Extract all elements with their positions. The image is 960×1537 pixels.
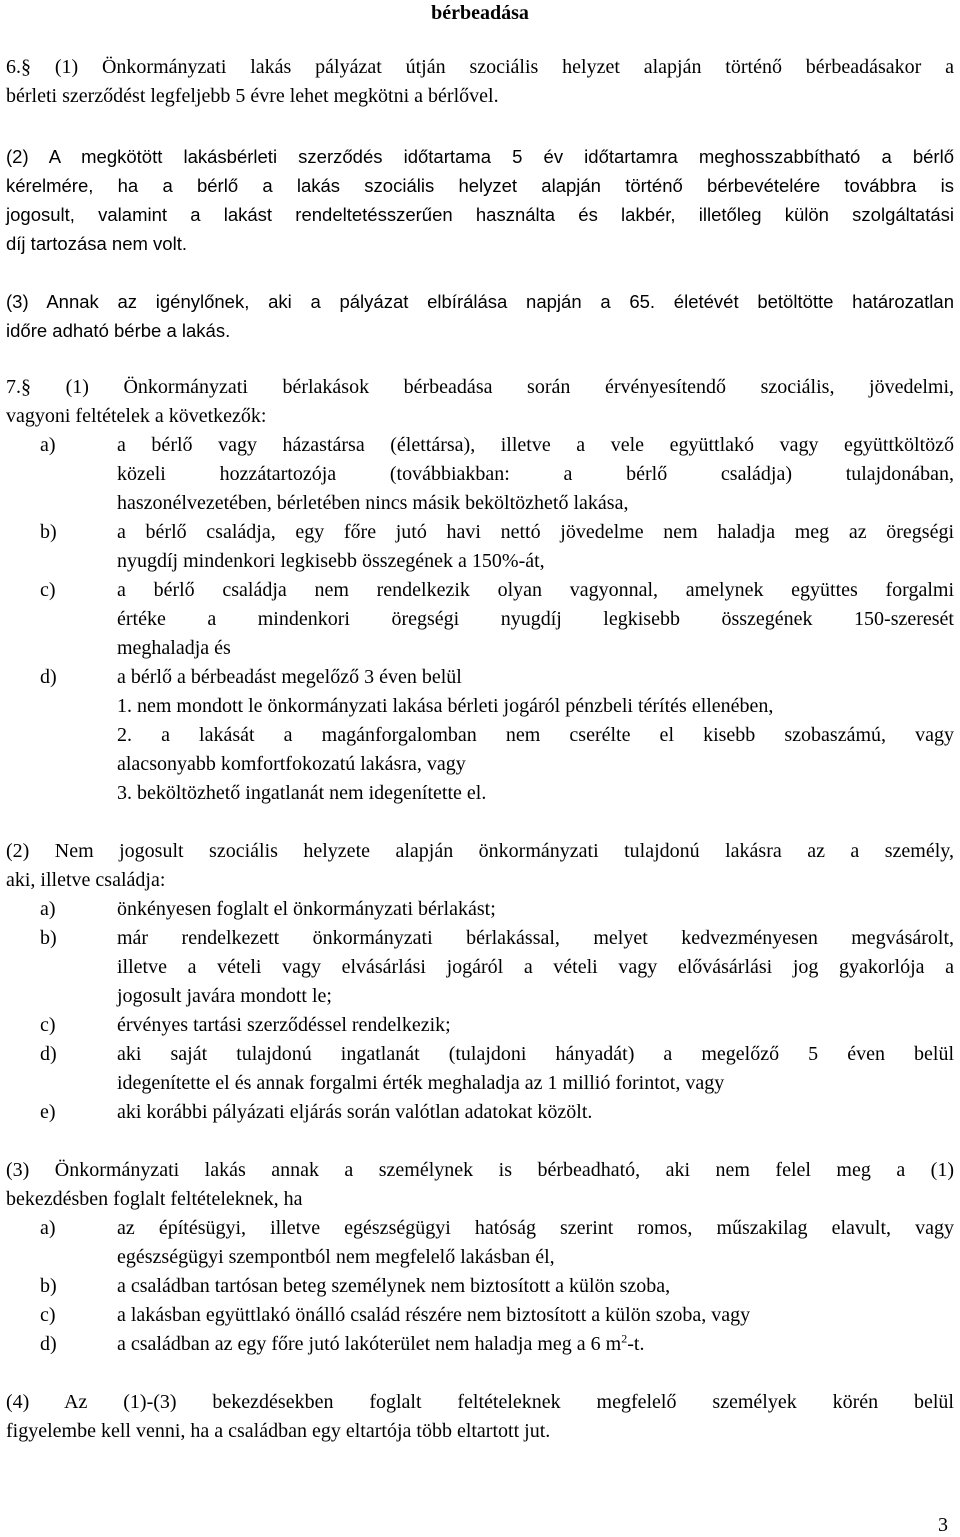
section-heading: bérbeadása [431,2,529,24]
list-item-line: jogosult javára mondott le; [117,985,332,1007]
s6-p1-line-2: bérleti szerződést legfeljebb 5 évre lehet megkötni a bérlővel. [6,85,499,107]
list-item-line: a bérlő családja, egy főre jutó havi nettó jövedelme nem haladja meg az öregségi [117,521,954,543]
list-item-tail: -t. [627,1333,645,1355]
list-item-line: aki korábbi pályázati eljárás során valótlan adatokat közölt. [117,1101,593,1123]
sub-item-3: 3. beköltözhető ingatlanát nem idegenítette el. [117,782,487,804]
s7-p2-intro-line-1: (2) Nem jogosult szociális helyzete alapján önkormányzati tulajdonú lakásra az a személy, [6,840,954,862]
list-label: d) [40,1043,57,1065]
s7-p1-intro-line-1: 7.§ (1) Önkormányzati bérlakások bérbeadása során érvényesítendő szociális, jövedelmi, [6,376,954,398]
list-item-text: a családban az egy főre jutó lakóterület nem haladja meg a 6 m [117,1333,622,1355]
list-item-line: a bérlő családja nem rendelkezik olyan vagyonnal, amelynek együttes forgalmi [117,579,954,601]
list-item-line: meghaladja és [117,637,231,659]
list-item-line: közeli hozzátartozója (továbbiakban: a bérlő családja) tulajdonában, [117,463,954,485]
s6-p2-line-2: kérelmére, ha a bérlő a lakás szociális helyzet alapján történő bérbevételére továbbra is [6,175,954,196]
s6-p2-line-3: jogosult, valamint a lakást rendeltetésszerűen használta és lakbér, illetőleg külön szolgáltatási [6,204,954,225]
s7-p1-intro-line-2: vagyoni feltételek a következők: [6,405,267,427]
list-label: b) [40,521,57,543]
list-item-line: a lakásban együttlakó önálló család részére nem biztosított a külön szoba, vagy [117,1304,751,1326]
list-label: a) [40,434,56,456]
list-label: c) [40,1304,56,1326]
list-item-line: az építésügyi, illetve egészségügyi hatóság szerint romos, műszakilag elavult, vagy [117,1217,954,1239]
list-item-line: érvényes tartási szerződéssel rendelkezik; [117,1014,451,1036]
s6-p3-line-1: (3) Annak az igénylőnek, aki a pályázat elbírálása napján a 65. életévét betöltötte határozatlan [6,291,954,312]
list-label: a) [40,898,56,920]
list-label: c) [40,1014,56,1036]
s7-p2-intro-line-2: aki, illetve családja: [6,869,166,891]
list-item-line: idegenítette el és annak forgalmi érték meghaladja az 1 millió forintot, vagy [117,1072,725,1094]
s6-p2-line-4: díj tartozása nem volt. [6,233,187,254]
list-label: b) [40,927,57,949]
s7-p4-line-2: figyelembe kell venni, ha a családban egy eltartója több eltartott jut. [6,1420,551,1442]
list-label: c) [40,579,56,601]
s7-p4-line-1: (4) Az (1)-(3) bekezdésekben foglalt feltételeknek megfelelő személyek körén belül [6,1391,954,1413]
sub-item-1: 1. nem mondott le önkormányzati lakása bérleti jogáról pénzbeli térítés ellenében, [117,695,774,717]
list-label: a) [40,1217,56,1239]
list-label: e) [40,1101,56,1123]
s6-p2-line-1: (2) A megkötött lakásbérleti szerződés időtartama 5 év időtartamra meghosszabbítható a bérlő [6,146,954,167]
s6-p1-line-1: 6.§ (1) Önkormányzati lakás pályázat útján szociális helyzet alapján történő bérbeadásakor a [6,56,954,78]
list-item-line: nyugdíj mindenkori legkisebb összegének a 150%-át, [117,550,545,572]
list-item-line: önkényesen foglalt el önkormányzati bérlakást; [117,898,496,920]
list-item-line: értéke a mindenkori öregségi nyugdíj legkisebb összegének 150-szeresét [117,608,954,630]
sub-item-2: 2. a lakását a magánforgalomban nem cserélte el kisebb szobaszámú, vagy [117,724,954,746]
list-label: d) [40,666,57,688]
list-item-line: már rendelkezett önkormányzati bérlakással, melyet kedvezményesen megvásárolt, [117,927,954,949]
s7-p3-intro-line-2: bekezdésben foglalt feltételeknek, ha [6,1188,303,1210]
list-item-line: a bérlő a bérbeadást megelőző 3 éven belül [117,666,462,688]
list-item-line: a családban tartósan beteg személynek nem biztosított a külön szoba, [117,1275,671,1297]
s7-p3-intro-line-1: (3) Önkormányzati lakás annak a személynek is bérbeadható, aki nem felel meg a (1) [6,1159,954,1181]
list-item-line: a bérlő vagy házastársa (élettársa), illetve a vele együttlakó vagy együttköltöző [117,434,954,456]
list-item-line: aki saját tulajdonú ingatlanát (tulajdoni hányadát) a megelőző 5 éven belül [117,1043,954,1065]
list-label: b) [40,1275,57,1297]
list-item-line: haszonélvezetében, bérletében nincs másik beköltözhető lakása, [117,492,629,514]
s6-p3-line-2: időre adható bérbe a lakás. [6,320,231,341]
list-item-line: illetve a vételi vagy elvásárlási jogáról a vételi vagy elővásárlási jog gyakorlója a [117,956,954,978]
list-item-line: egészségügyi szempontból nem megfelelő lakásban él, [117,1246,555,1268]
list-item-line [117,1332,954,1356]
sub-item-2-cont: alacsonyabb komfortfokozatú lakásra, vagy [117,753,466,775]
superscript: 2 [621,1331,628,1346]
list-label: d) [40,1333,57,1355]
page-number: 3 [938,1514,948,1536]
